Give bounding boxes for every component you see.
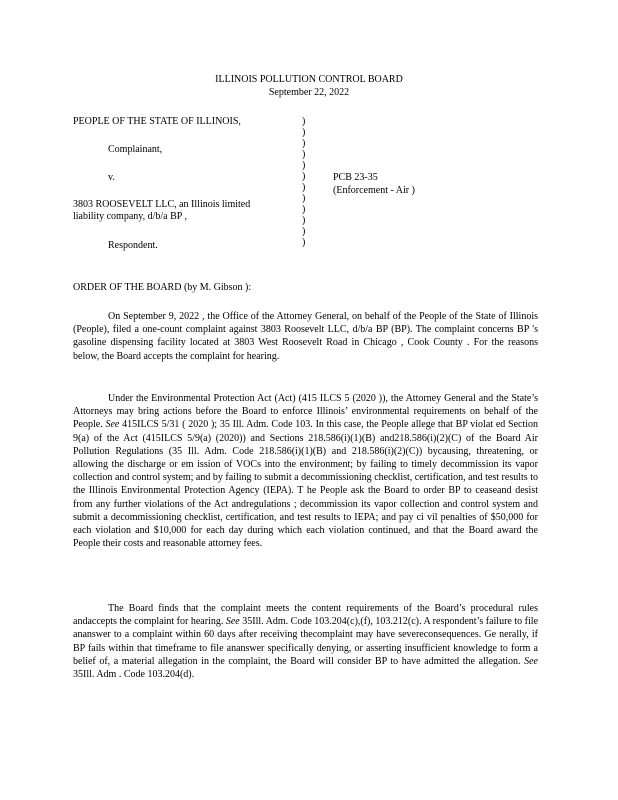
paragraph-allegations-text-a: Under the Environmental Protection Act (Act) (415 ILCS 5 (2020 )), the Attorney General and the State’s Attorneys may bring actions before the Board to enforce Illinois’ environmental requirements on behalf of the People. [73, 393, 538, 431]
order-date: September 22, 2022 [268, 87, 350, 98]
case-type: (Enforcement - Air ) [333, 185, 415, 196]
order-heading: ORDER OF THE BOARD (by M. Gibson ): [73, 282, 252, 293]
see-signal: See [524, 655, 538, 667]
caption-separator-column: ) ) ) ) ) ) ) ) ) ) ) ) [302, 116, 306, 248]
paragraph-acceptance [73, 602, 538, 681]
paragraph-filing [73, 310, 538, 363]
paragraph-acceptance-text-b: 35Ill. Adm. Code 103.204(c),(f), 103.212(c). A respondent’s failure to file ananswer to a complaint within 60 days after receiving thecomplaint may have severeconsequences. Ge nerally, if BP fails within that timeframe to file ananswer specifically denying, or asserting insufficient knowledge to form a belief of, a material allegation in the complaint, the Board will consider BP to have admitted the allegation. [73, 616, 539, 667]
paragraph-acceptance-text-a: The Board finds that the complaint meets the content requirements of the Board’s procedural rules andaccepts the complaint for hearing. [73, 603, 538, 628]
board-name-heading: ILLINOIS POLLUTION CONTROL BOARD [215, 74, 403, 85]
defendant-name-line2: liability company, d/b/a BP , [73, 211, 187, 222]
defendant-name-line1: 3803 ROOSEVELT LLC, an Illinois limited [73, 199, 251, 210]
paragraph-filing-text: On September 9, 2022 , the Office of the Attorney General, on behalf of the People of the State of Illinois (People), filed a one-count complaint against 3803 Roosevelt LLC, d/b/a BP (BP). The complaint concerns BP 's gasoline dispensing facility located at 3803 West Roosevelt Road in Chicago , Cook County . For the reasons below, the Board accepts the complaint for hearing. [73, 311, 538, 362]
plaintiff-name: PEOPLE OF THE STATE OF ILLINOIS, [73, 116, 241, 127]
see-signal: See [225, 616, 240, 628]
paragraph-allegations-text-b: 415ILCS 5/31 ( 2020 ); 35 Ill. Adm. Code 103. In this case, the People allege that BP violat ed Section 9(a) of the Act (415ILCS 5/9(a) (2020)) and Sections 218.586(i)(1)(B) and218.586(i)(2)(C) of the Board Air Pollution Regulations (35 Ill. Adm. Code 218.586(i)(1)(B) and 218.586(i)(2)(C)) bycausing, threatening, or allowing the discharge or em ission of VOCs into the environment; by failing to timely decommission its vapor collection and control system; and by failing to submit a decommissioning checklist, certification, and test results to the Illinois Environmental Protection Agency (IEPA). T he People ask the Board to order BP to ceaseand desist from any further violations of the Act andregulations ; decommission its vapor collection and control system and submit a decommissioning checklist, certification, and test results to IEPA; and pay ci vil penalties of $50,000 for each violation and $10,000 for each day during which each violation continued, and that the Board award the People their costs and reasonable attorney fees. [73, 419, 539, 550]
complainant-label: Complainant, [108, 144, 163, 155]
versus-label: v. [108, 172, 115, 183]
see-signal: See [105, 419, 120, 431]
case-number: PCB 23-35 [333, 172, 378, 183]
respondent-label: Respondent. [108, 240, 158, 251]
paragraph-acceptance-text-c: 35Ill. Adm . Code 103.204(d). [73, 669, 195, 681]
paragraph-allegations [73, 392, 538, 550]
